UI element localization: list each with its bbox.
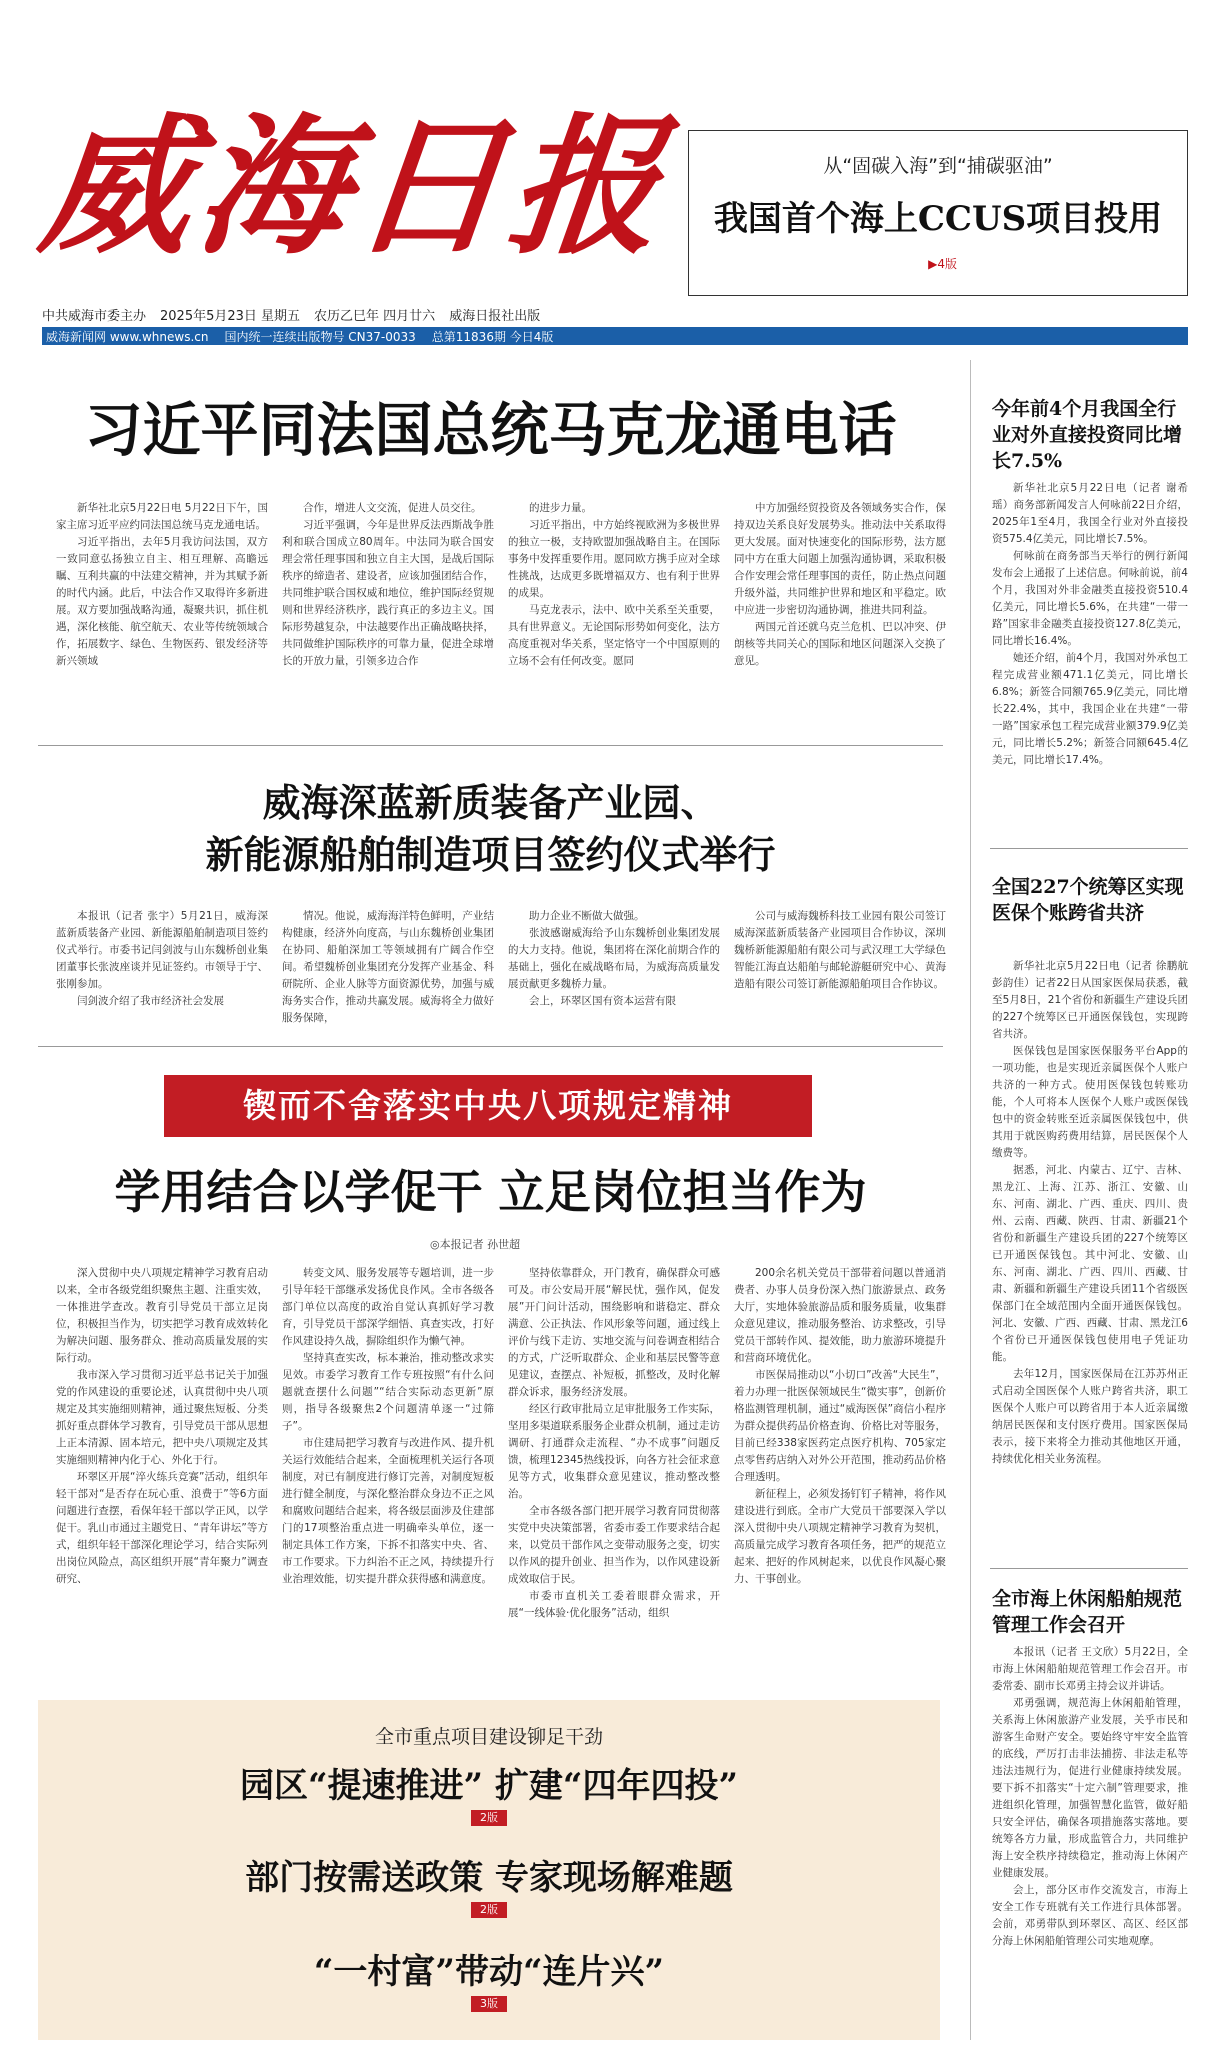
- publisher: 威海日报社出版: [449, 308, 541, 324]
- story3-col-2: 转变文风、服务发展等专题培训，进一步引导年轻干部继承发扬优良作风。全市各级各部门单位以高度的政治自觉认真抓好学习教育，引导党员干部深学细悟、真查实改，打好作风建设持久战，摒除组织作为懒气神。 坚持真查实改，标本兼治，推动整改求实见效。市委学习教育工作专班按照“有什么问题就查摆什么问题”“结合实际动态更新”原则，指导各级聚焦2个问题清单逐一“过筛子”。 市住建局把学习教育与改进作风、提升机关运行效能结合起来，全面梳理机关运行各项制度，对已有制度进行修订完善，对制度短板进行健全制度，与深化整治群众身边不正之风和腐败问题结合起来，将各级层面涉及住建部门的17项整治重点进一明确牵头单位，逐一制定具体工作方案，下拆不扣落实中央、省、市工作要求。下力纠治不正之风，持续提升行业治理效能，切实提升群众获得感和满意度。: [282, 1267, 494, 1585]
- info-bar: [42, 304, 1188, 324]
- divider: [990, 1568, 1188, 1569]
- feature-item-title[interactable]: “一村富”带动“连片兴”: [313, 1952, 665, 1992]
- sponsor: 中共威海市委主办: [42, 308, 147, 324]
- date: 2025年5月23日 星期五: [160, 308, 301, 324]
- story2-col-1: 本报讯（记者 张宇）5月21日，威海深蓝新质装备产业园、新能源船舶制造项目签约仪式举行。市委书记闫剑波与山东魏桥创业集团董事长张波座谈并见证签约。市领导于宁、张刚参加。 闫剑波介绍了我市经济社会发展: [56, 910, 268, 1007]
- divider: [38, 745, 943, 746]
- story3-col-1: 深入贯彻中央八项规定精神学习教育启动以来，全市各级党组织聚焦主题、注重实效，一体推进学查改。教育引导党员干部立足岗位，积极担当作为，切实把学习教育成效转化为解决问题、服务群众、推动高质量发展的实际行动。 我市深入学习贯彻习近平总书记关于加强党的作风建设的重要论述，认真贯彻中央八项规定及其实施细则精神，通过聚焦短板、分类抓好重点群体学习教育，引导党员干部从思想上正本清源、固本培元，把中央八项规定及其实施细则精神内化于心、外化于行。 环翠区开展“淬火练兵竞赛”活动，组织年轻干部对“是否存在玩心重、浪费于”等6方面问题进行查摆，看保年轻干部以学正风，以学促干。乳山市通过主题党日、“青年讲坛”等方式，组织年轻干部深化理论学习，结合实际列出岗位风险点，高区组织开展“青年聚力”调查研究、: [56, 1267, 268, 1585]
- issue-number: 总第11836期 今日4版: [431, 329, 554, 344]
- story2-col-3: 助力企业不断做大做强。 张波感谢威海给予山东魏桥创业集团发展的大力支持。他说，集团将在深化前期合作的基础上，强化在威战略布局，为威海高质量发展贡献更多魏桥力量。 会上，环翠区国有资本运营有限: [508, 910, 720, 1007]
- teaser-box[interactable]: [688, 130, 1188, 296]
- feature-item-page[interactable]: 2版: [471, 1810, 507, 1826]
- sidebar-body-3: 本报讯（记者 王文欣）5月22日，全市海上休闲船舶规范管理工作会召开。市委常委、副市长邓勇主持会议并讲话。 邓勇强调，规范海上休闲船舶管理，关系海上休闲旅游产业发展，关乎市民和游客生命财产安全。要始终守牢安全监管的底线，严厉打击非法捕捞、非法走私等违法违规行为，促进行业健康持续发展。要下拆不扣落实“十定六制”管理要求，推进组织化管理，加强智慧化监管，做好船只安全评估，确保各项措施落实落地。要统筹各方力量，形成监管合力，共同维护海上安全秩序持续稳定，推动海上休闲产业健康发展。 会上，部分区市作交流发言，市海上安全工作专班就有关工作进行具体部署。会前，邓勇带队到环翠区、高区、经区部分海上休闲船舶管理公司实地观摩。: [992, 1646, 1188, 1947]
- story2-headline-line2[interactable]: 新能源船舶制造项目签约仪式举行: [205, 832, 776, 877]
- cn-number: 国内统一连续出版物号 CN37-0033: [224, 329, 416, 344]
- story2-headline-line1[interactable]: 威海深蓝新质装备产业园、: [262, 780, 719, 825]
- lead-col-3: 的进步力量。 习近平指出，中方始终视欧洲为多极世界的独立一极，支持欧盟加强战略自主。在国际事务中发挥重要作用。愿同欧方携手应对全球性挑战，达成更多既增福双方、也有利于世界的成果。 马克龙表示，法中、欧中关系至关重要，具有世界意义。无论国际形势如何变化，法方高度重视对华关系，坚定恪守一个中国原则的立场不会有任何改变。愿同: [508, 502, 720, 667]
- feature-item-page[interactable]: 3版: [471, 1996, 507, 2012]
- story3-byline: ◎本报记者 孙世超: [430, 1238, 521, 1251]
- column-divider: [970, 360, 971, 2040]
- info-strip: [42, 327, 1188, 345]
- feature-box-intro: 全市重点项目建设铆足干劲: [374, 1726, 603, 1748]
- story2-col-4: 公司与威海魏桥科技工业园有限公司签订威海深蓝新质装备产业园项目合作协议，深圳魏桥新能源船舶有限公司与武汉理工大学绿色智能江海直达船舶与邮轮游艇研究中心、黄海造船有限公司签订新能源船舶项目合作协议。: [734, 910, 946, 990]
- sidebar-headline-1[interactable]: 今年前4个月我国全行业对外直接投资同比增长7.5%: [992, 398, 1183, 472]
- sidebar-body-1: 新华社北京5月22日电（记者 谢希瑶）商务部新闻发言人何咏前22日介绍，2025年1至4月，我国全行业对外直接投资575.4亿美元，同比增长7.5%。 何咏前在商务部当天举行的例行新闻发布会上通报了上述信息。何咏前说，前4个月，我国对外非金融类直接投资510.4亿美元，同比增长5.6%，在共建“一带一路”国家非金融类直接投资127.8亿美元，同比增长16.4%。 她还介绍，前4个月，我国对外承包工程完成营业额471.1亿美元，同比增长6.8%；新签合同额765.9亿美元，同比增长22.4%，其中，我国企业在共建“一带一路”国家承包工程完成营业额379.9亿美元，同比增长5.2%；新签合同额645.4亿美元，同比增长17.4%。: [992, 482, 1188, 766]
- divider: [990, 848, 1188, 849]
- sidebar-headline-2[interactable]: 全国227个统筹区实现医保个账跨省共济: [992, 876, 1184, 924]
- feature-item-page[interactable]: 2版: [471, 1902, 507, 1918]
- campaign-banner: 锲而不舍落实中央八项规定精神: [164, 1075, 812, 1137]
- lunar-date: 农历乙巳年 四月廿六: [314, 308, 436, 324]
- story3-col-4: 200余名机关党员干部带着问题以普通消费者、办事人员身份深入热门旅游景点、政务大厅，实地体验旅游品质和服务质量，收集群众意见建议，推动服务整治、访求整改，引导党员干部转作风、提效能，助力旅游环境提升和营商环境优化。 市医保局推动以“小切口”改善“大民生”，着力办理一批医保领域民生“微实事”，创新价格监测管理机制，通过“威海医保”商信小程序为群众提供药品价格查询、价格比对等服务，目前已经338家医药定点医疗机构、705家定点零售药店纳入对外公开范围，推动药品价格合理透明。 新征程上，必须发扬钉钉子精神，将作风建设进行到底。全市广大党员干部要深入学以深入贯彻中央八项规定精神学习教育为契机，高质量完成学习教育各项任务，把严的规范立起来、把好的作风树起来，以优良作风凝心聚力、干事创业。: [734, 1267, 946, 1585]
- feature-box: [38, 1700, 940, 2040]
- sidebar-headline-3[interactable]: 全市海上休闲船舶规范管理工作会召开: [992, 1588, 1183, 1636]
- masthead-logo: 威海日报: [32, 99, 676, 275]
- teaser-subtitle: 从“固碳入海”到“捕碳驱油”: [823, 155, 1053, 177]
- lead-col-4: 中方加强经贸投资及各领域务实合作，保持双边关系良好发展势头。推动法中关系取得更大发展。面对快速变化的国际形势，法方愿同中方在重大问题上加强沟通协调，采取积极合作安理会常任理事国的责任，防止热点问题升级外溢，共同维护世界和地区和平稳定。欧中应进一步密切沟通协调，推进共同利益。 两国元首还就乌克兰危机、巴以冲突、伊朗核等共同关心的国际和地区问题深入交换了意见。: [734, 502, 946, 667]
- feature-item-title[interactable]: 园区“提速推进” 扩建“四年四投”: [239, 1766, 739, 1806]
- story2-col-2: 情况。他说，威海海洋特色鲜明，产业结构健康，经济外向度高，与山东魏桥创业集团在协同、船舶深加工等领域拥有广阔合作空间。希望魏桥创业集团充分发挥产业基金、科研院所、企业人脉等方面资源优势，加强与威海务实合作，推动共赢发展。威海将全力做好服务保障，: [282, 910, 494, 1024]
- sidebar-body-2: 新华社北京5月22日电（记者 徐鹏航 彭韵佳）记者22日从国家医保局获悉，截至5月8日，21个省份和新疆生产建设兵团的227个统筹区已开通医保钱包，实现跨省共济。 医保钱包是国家医保服务平台App的一项功能，也是实现近亲属医保个人账户共济的一种方式。使用医保钱包转账功能，个人可将本人医保个人账户或医保钱包中的资金转账至近亲属医保钱包中，供其用于就医购药费用结算，居民医保个人缴费等。 据悉，河北、内蒙古、辽宁、吉林、黑龙江、上海、江苏、浙江、安徽、山东、河南、湖北、广西、重庆、四川、贵州、云南、西藏、陕西、甘肃、新疆21个省份和新疆生产建设兵团的227个统筹区已开通医保钱包。其中河北、安徽、山东、河南、湖北、广西、四川、西藏、甘肃、新疆和新疆生产建设兵团11个省级医保部门在全域范围内全面开通医保钱包。河北、安徽、广西、西藏、甘肃、黑龙江6个省份已开通医保钱包使用电子凭证功能。 去年12月，国家医保局在江苏苏州正式启动全国医保个人账户跨省共济，职工医保个人账户可以跨省用于本人近亲属缴纳居民医保和支付医疗费用。国家医保局表示，接下来将全力推动其他地区开通，持续优化相关业务流程。: [992, 960, 1188, 1465]
- website[interactable]: 威海新闻网 www.whnews.cn: [46, 329, 209, 344]
- divider: [38, 1046, 943, 1047]
- feature-item-title[interactable]: 部门按需送政策 专家现场解难题: [245, 1858, 733, 1898]
- lead-headline[interactable]: 习近平同法国总统马克龙通电话: [84, 396, 897, 464]
- teaser-page-ref[interactable]: ▶4版: [928, 257, 957, 271]
- story3-headline[interactable]: 学用结合以学促干 立足岗位担当作为: [114, 1165, 867, 1219]
- lead-col-1: 新华社北京5月22日电 5月22日下午，国家主席习近平应约同法国总统马克龙通电话。 习近平指出，去年5月我访问法国，双方一致同意弘扬独立自主、相互理解、高瞻远瞩、互利共赢的中法建交精神，并为其赋予新的时代内涵。此后，中法合作又取得许多新进展。双方要加强战略沟通，凝聚共识，抓住机遇，深化核能、航空航天、农业等传统领域合作，拓展数字、绿色、生物医药、银发经济等新兴领域: [56, 502, 268, 667]
- lead-col-2: 合作，增进人文交流，促进人员交往。 习近平强调，今年是世界反法西斯战争胜利和联合国成立80周年。中法同为联合国安理会常任理事国和独立自主大国，是战后国际秩序的缔造者、建设者，应该加强团结合作，共同维护联合国权威和地位，维护国际经贸规则和世界经济秩序，践行真正的多边主义。国际形势越复杂，中法越要作出正确战略抉择，共同做维护国际秩序的可靠力量，促进全球增长的开放力量，引领多边合作: [282, 502, 494, 667]
- teaser-title[interactable]: 我国首个海上CCUS项目投用: [713, 199, 1163, 239]
- story3-col-3: 坚持依靠群众，开门教育，确保群众可感可及。市公安局开展“解民忧，强作风，促发展”开门问计活动，围绕影响和谐稳定、群众满意、公正执法、作风形象等问题，通过线上评价与线下走访、实地交流与问卷调查相结合的方式，广泛听取群众、企业和基层民警等意见建议，查摆点、补短板，抓整改，及时化解群众诉求，服务经济发展。 经区行政审批局立足审批服务工作实际，坚用多渠道联系服务企业群众机制，通过走访调研、打通群众走流程、“办不成事”问题反馈，梳理12345热线投诉，向各方社会征求意见等方式，收集群众意见建议，推动整改整治。 全市各级各部门把开展学习教育同贯彻落实党中央决策部署，省委市委工作要求结合起来，以党员干部作风之变带动服务之变，切实以作风的提升创业、担当作为，以作风建设新成效取信于民。 市委市直机关工委着眼群众需求，开展“一线体验·优化服务”活动，组织: [508, 1267, 720, 1619]
